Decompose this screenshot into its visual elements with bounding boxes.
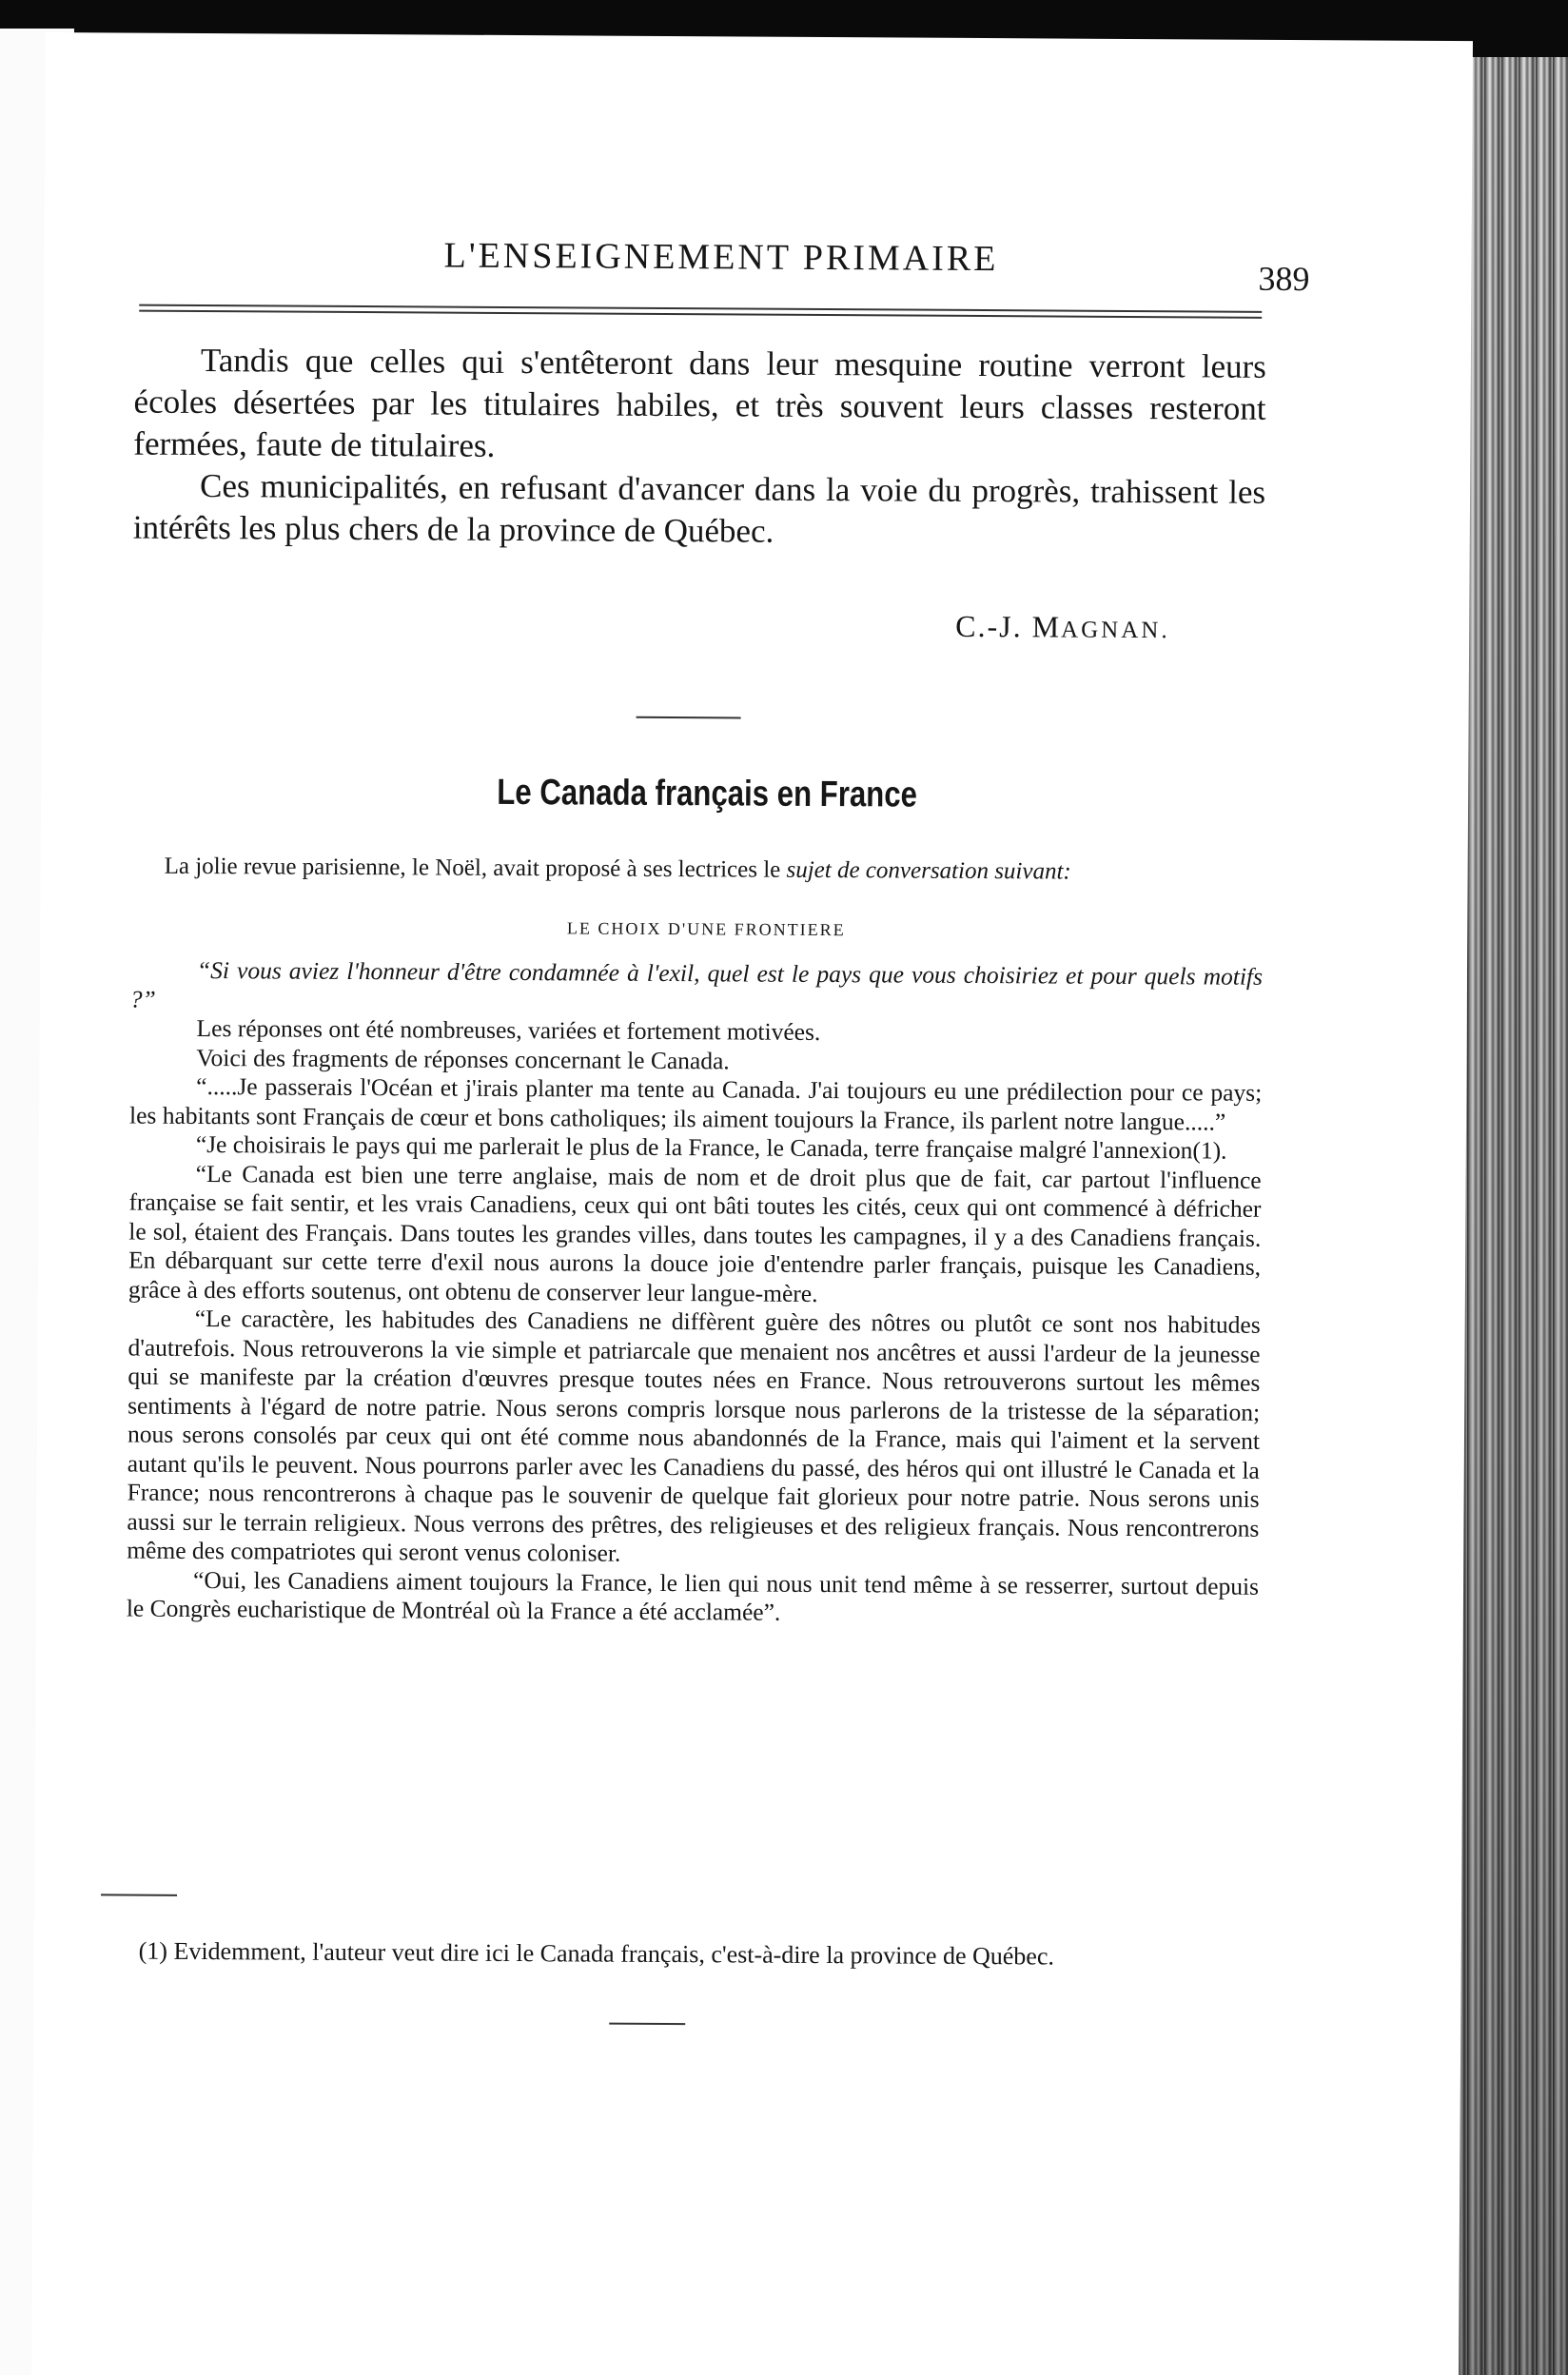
article-intro (165, 852, 1306, 889)
page-number: 389 (1258, 259, 1310, 299)
footnote-rule (101, 1894, 177, 1895)
footnote: (1) Evidemment, l'auteur veut dire ici le Canada français, c'est-à-dire la province de Québec. (138, 1936, 1055, 1971)
paragraph: Les réponses ont été nombreuses, variées et fortement motivées. (196, 1013, 821, 1046)
section-separator (637, 716, 741, 719)
paragraph: “Oui, les Canadiens aiment toujours la France, le lien qui nous unit tend même à se resserrer, surtout depuis le Congrès eucharistique de Montréal où la France a été acclamée”. (126, 1565, 1260, 1626)
article-subheading: LE CHOIX D'UNE FRONTIERE (566, 918, 846, 940)
question-paragraph: “Si vous aviez l'honneur d'être condamnée à l'exil, quel est le pays que vous choisiriez et pour quels motifs ?” (129, 955, 1264, 1013)
book-page (31, 32, 1473, 2375)
end-separator (609, 2023, 685, 2025)
article-body (127, 956, 1263, 1631)
paragraph: Tandis que celles qui s'entêteront dans leur mesquine routine verront leurs écoles désertées par les titulaires habiles, et très souvent leurs classes resteront fermées, faute de titulaires. (133, 342, 1266, 464)
paragraph: “Je choisirais le pays qui me parlerait le plus de la France, le Canada, terre française malgré l'annexion(1). (195, 1129, 1227, 1165)
author-signature (955, 609, 1170, 645)
intro-text: La jolie revue parisienne, le Noël, avait proposé à ses lectrices le (164, 853, 787, 883)
paragraph: Voici des fragments de réponses concernant le Canada. (196, 1043, 730, 1074)
paragraph: “.....Je passerais l'Océan et j'irais planter ma tente au Canada. J'ai toujours eu une prédilection pour ce pays; les habitants sont Français de cœur et bons catholiques; ils aiment toujours la France, ils parlent notre langue.....” (128, 1071, 1263, 1136)
paragraph: “Le caractère, les habitudes des Canadiens ne diffèrent guère des nôtres ou plutôt ce sont nos habitudes d'autrefois. Nous retrouverons la vie simple et patriarcale que menaient nos ancêtres et aussi l'ardeur de la jeunesse qui se manifeste par la création d'œuvres presque toutes nées en France. Nous retrouverons surtout les mêmes sentiments à l'égard de notre patrie. Nous serons compris lorsque nous parlerons de la tristesse de la séparation; nous serons consolés par ceux qui ont été comme nous abandonnés de la France, mais qui l'aiment et la servent autant qu'ils le peuvent. Nous pourrons parler avec les Canadiens du passé, des héros qui ont illustré le Canada et la France; nous rencontrerons à chaque pas le souvenir de quelque fait glorieux pour notre patrie. Nous serons unis aussi sur le terrain religieux. Nous verrons des prêtres, des religieuses et des religieux français. Nous rencontrerons même des compatriotes qui seront venus coloniser. (127, 1304, 1261, 1567)
previous-article-ending (133, 340, 1266, 556)
paragraph: “Le Canada est bien une terre anglaise, mais de nom et de droit plus que de fait, car partout l'influence française se fait sentir, et les vrais Canadiens, ceux qui ont bâti toutes les cités, ceux qui ont commencé à défricher le sol, étaient des Français. Dans toutes les grandes villes, dans toutes les campagnes, il y a des Canadiens français. En débarquant sur cette terre d'exil nous aurons la douce joie d'entendre parler français, puisque les Canadiens, grâce à des efforts soutenus, ont obtenu de conserver leur langue-mère. (127, 1159, 1262, 1307)
intro-italic: sujet de conversation suivant: (786, 856, 1071, 885)
paragraph: Ces municipalités, en refusant d'avancer dans la voie du progrès, trahissent les intérêts les plus chers de la province de Québec. (132, 466, 1266, 550)
running-title: L'ENSEIGNEMENT PRIMAIRE (443, 235, 999, 280)
header-rule (139, 304, 1262, 319)
page-header (139, 233, 1319, 307)
article-title: Le Canada français en France (497, 772, 918, 815)
signature-surname: AGNAN. (1061, 617, 1170, 644)
signature-initials: C.-J. M (955, 608, 1062, 644)
